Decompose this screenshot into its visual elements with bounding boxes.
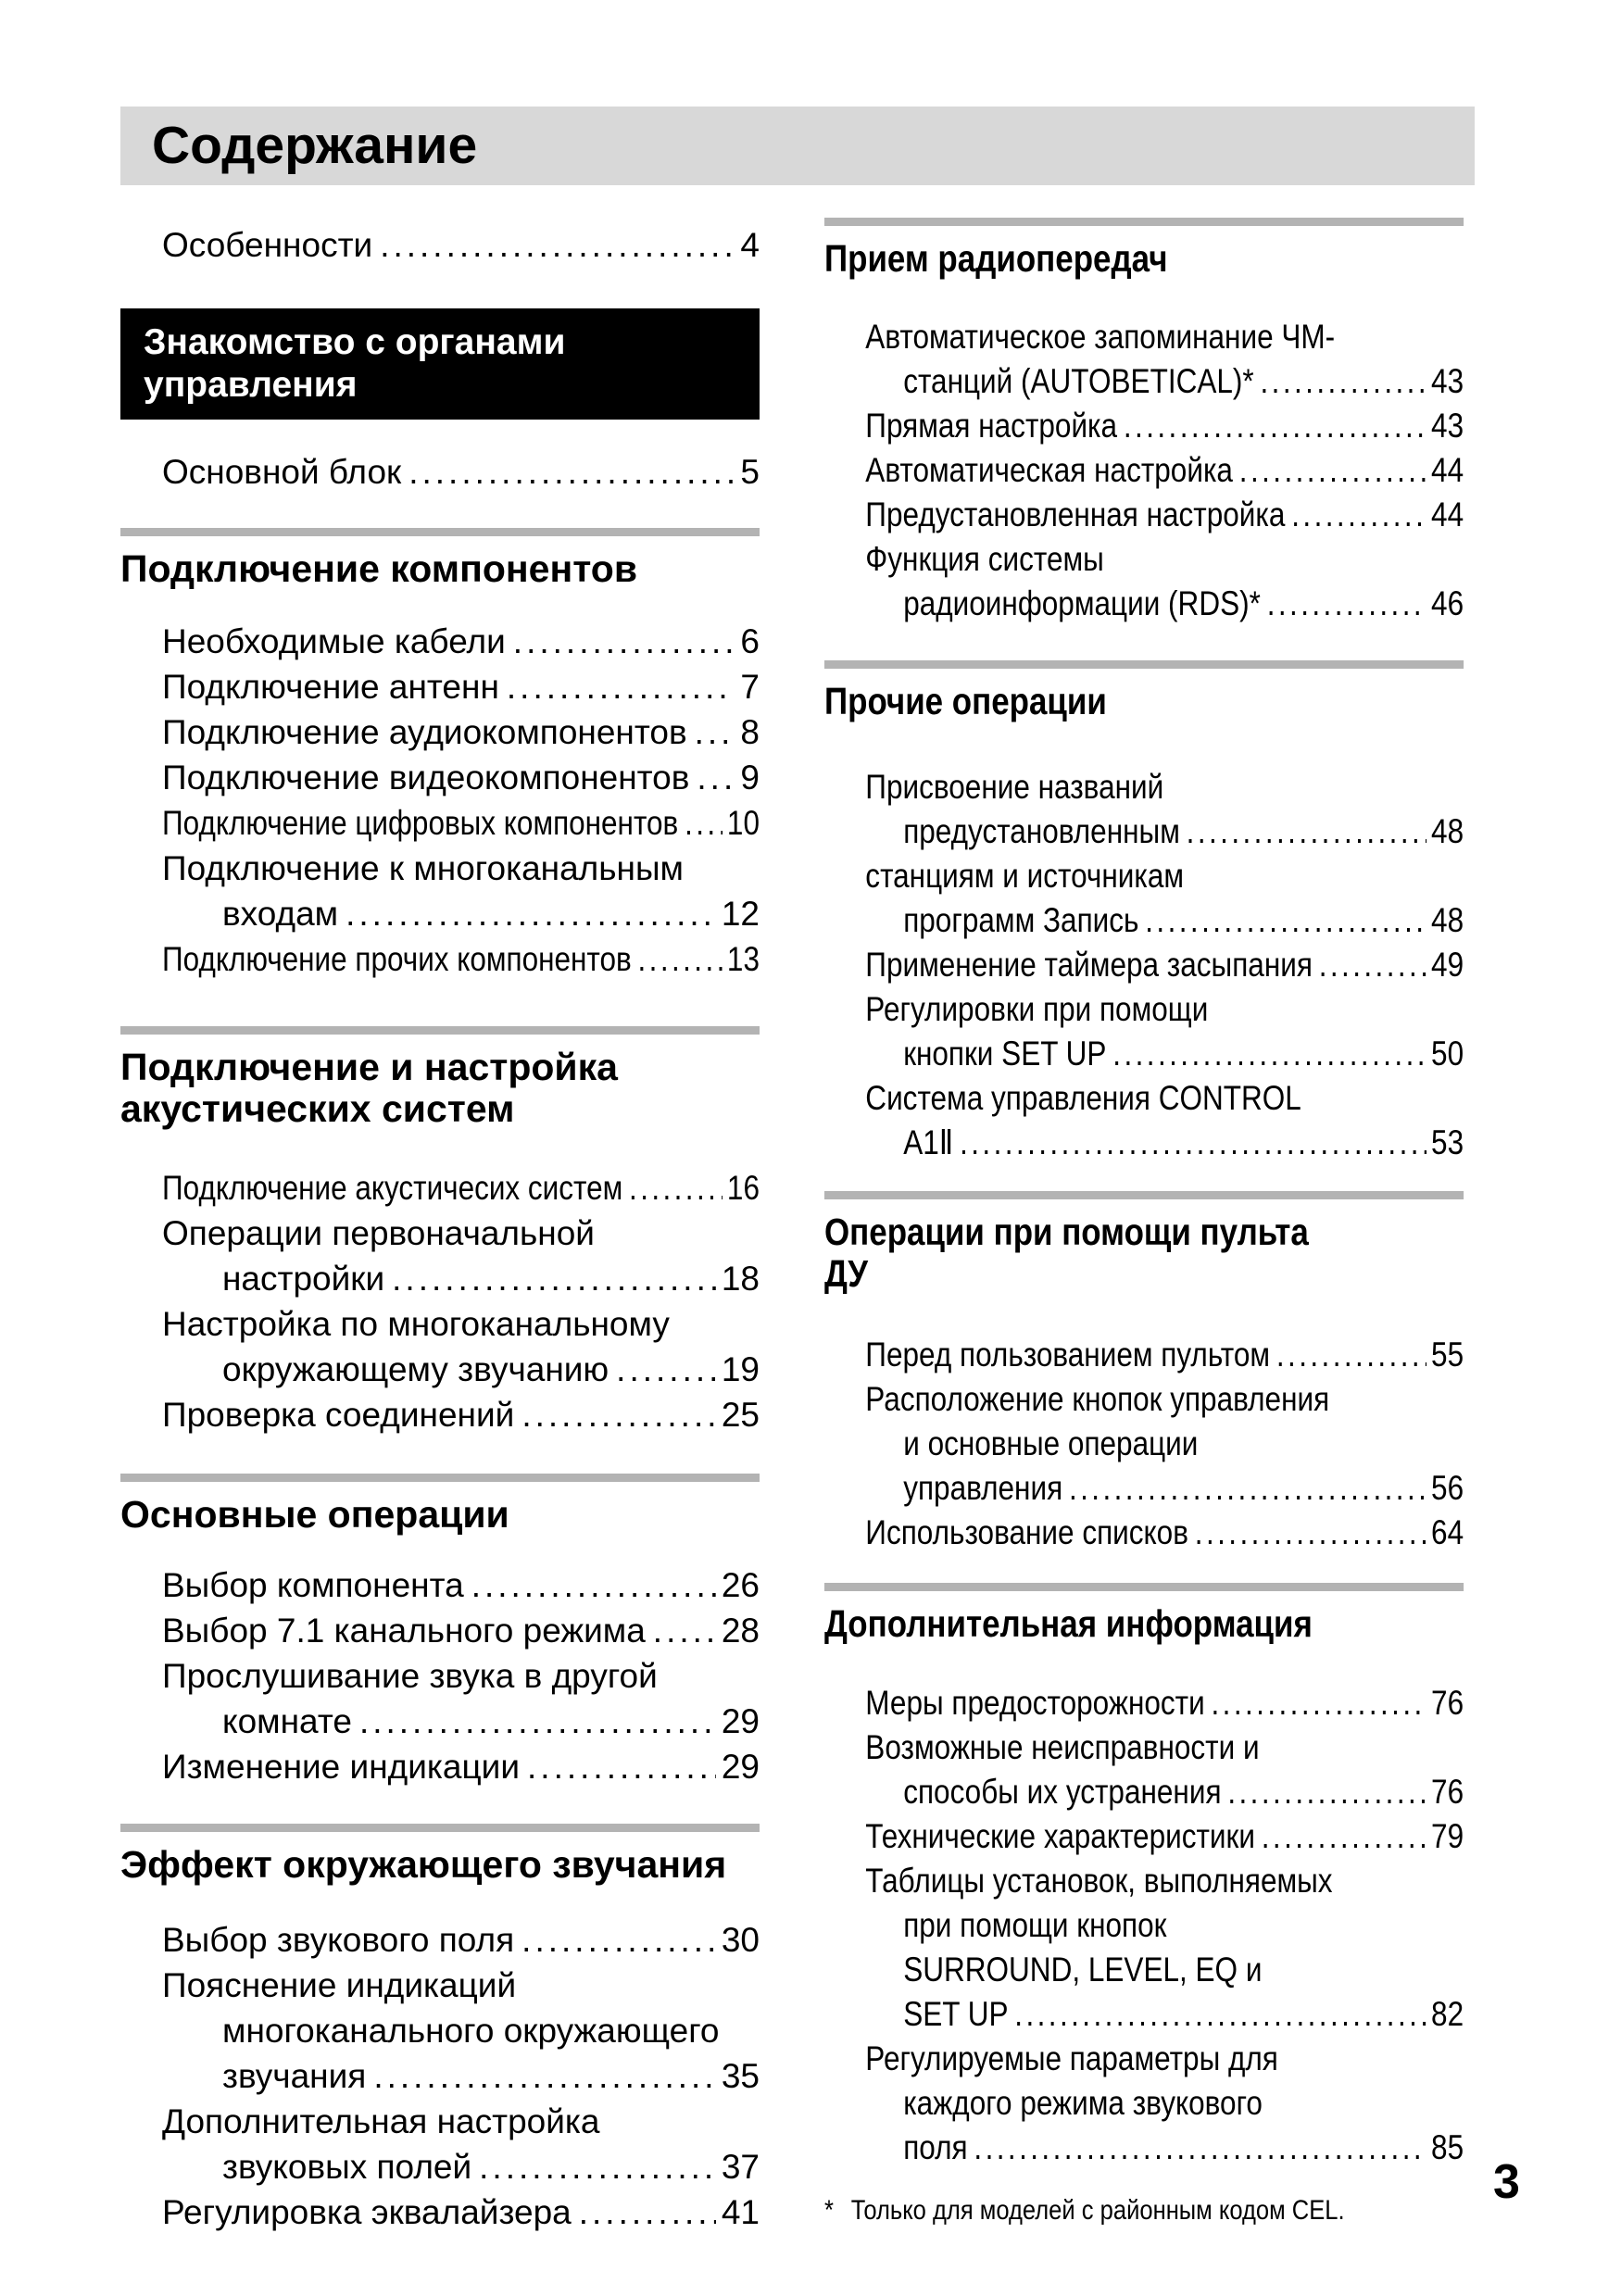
toc-entry-line (120, 222, 760, 268)
leader-dots (359, 1699, 716, 1744)
section-heading-line: Подключение и настройка (120, 1046, 618, 1088)
toc-entry-line (120, 619, 760, 664)
entry-label: программ Запись (903, 901, 1139, 939)
toc-entry (824, 448, 1464, 493)
toc-entry-line (120, 1165, 760, 1211)
section-heading (120, 548, 760, 590)
entry-label: Применение таймера засыпания (865, 946, 1313, 984)
toc-entry-line (120, 1301, 760, 1347)
leader-dots (1195, 1511, 1426, 1555)
page-ref: 10 (726, 804, 760, 842)
page-ref: 19 (721, 1350, 760, 1388)
entry-label: Прослушивание звука в другой (162, 1657, 658, 1695)
leader-dots (629, 1165, 723, 1211)
page-ref: 76 (1431, 1773, 1464, 1811)
page-ref: 29 (721, 1702, 760, 1740)
toc-entry-line (824, 898, 1464, 943)
toc-entry-line (824, 582, 1464, 626)
toc-entry-line (120, 2144, 760, 2189)
toc-section (120, 1824, 760, 1886)
entry-label: Расположение кнопок управления (865, 1380, 1330, 1418)
section-rule (824, 1191, 1464, 1199)
entry-label: Основной блок (162, 453, 402, 491)
leader-dots (346, 891, 716, 936)
entry-label: Присвоение названий (865, 768, 1164, 806)
toc-entry-line (120, 800, 760, 846)
contents-header-bar (120, 107, 1475, 185)
leader-dots (1014, 1992, 1426, 2037)
toc-entry-line (824, 315, 1464, 359)
leader-dots (1260, 359, 1426, 404)
page-ref: 43 (1431, 362, 1464, 400)
leader-dots (1212, 1681, 1426, 1725)
entry-label: Подключение антенн (162, 668, 499, 706)
toc-entry (120, 1165, 760, 1211)
toc-entry-line (120, 846, 760, 891)
entry-label: Подключение акустичесих систем (162, 1169, 623, 1207)
toc-entry (120, 1301, 760, 1392)
toc-entry-line (824, 1377, 1464, 1422)
toc-entry (824, 1377, 1464, 1511)
page-ref: 8 (740, 713, 760, 751)
toc-entry (120, 936, 760, 982)
toc-entry-line (824, 1333, 1464, 1377)
entry-label: каждого режима звукового (903, 2084, 1263, 2122)
toc-chapter-banner (120, 308, 760, 420)
toc-entry-line (120, 2099, 760, 2144)
leader-dots (695, 709, 735, 755)
toc-entry (120, 1744, 760, 1789)
toc-entry-line (824, 854, 1464, 898)
section-heading (824, 238, 1464, 280)
entry-label: A1Ⅱ (903, 1123, 954, 1161)
toc-entry-line (120, 449, 760, 495)
entry-label: Настройка по многоканальному (162, 1305, 670, 1343)
toc-entry-line (824, 2081, 1464, 2126)
page-ref: 6 (740, 622, 760, 660)
page-ref: 28 (721, 1612, 760, 1650)
page-ref: 13 (726, 940, 760, 978)
leader-dots (1319, 943, 1426, 987)
condensed-line (162, 936, 760, 982)
toc-banner-line: Знакомство с органами (144, 322, 566, 362)
page-ref: 35 (721, 2057, 760, 2095)
section-heading (824, 1603, 1464, 1645)
page-ref: 53 (1431, 1123, 1464, 1161)
leader-dots (1267, 582, 1426, 626)
page-ref: 56 (1431, 1469, 1464, 1507)
toc-entry-line (824, 1681, 1464, 1725)
page-number: 3 (1493, 2155, 1520, 2209)
toc-entry (120, 846, 760, 936)
condensed-line (162, 1165, 760, 1211)
section-heading-line: Операции при помощи пульта (824, 1211, 1309, 1253)
toc-section (120, 1474, 760, 1536)
page-ref: 50 (1431, 1035, 1464, 1073)
toc-entry-line (120, 1699, 760, 1744)
leader-dots (479, 2144, 716, 2189)
leader-dots (373, 2053, 716, 2099)
footnote-text: Только для моделей с районным кодом CEL. (850, 2195, 1345, 2226)
entry-label: звуковых полей (222, 2148, 472, 2186)
leader-dots (527, 1744, 716, 1789)
toc-entry (120, 619, 760, 664)
toc-entry-group (120, 619, 760, 982)
toc-entry-group (824, 765, 1464, 1165)
section-heading-line: Эффект окружающего звучания (120, 1843, 727, 1886)
section-heading-line: Прочие операции (824, 680, 1107, 722)
page-ref: 43 (1431, 407, 1464, 445)
page-ref: 46 (1431, 584, 1464, 622)
toc-entry-line (824, 1076, 1464, 1121)
entry-label: Выбор звукового поля (162, 1921, 515, 1959)
page-ref: 44 (1431, 496, 1464, 533)
page-ref: 9 (740, 759, 760, 797)
page-ref: 49 (1431, 946, 1464, 984)
toc-entry-line (824, 943, 1464, 987)
toc-entry (120, 1562, 760, 1608)
toc-entry-line (120, 1917, 760, 1963)
entry-label: Перед пользованием пультом (865, 1336, 1271, 1374)
toc-section (824, 660, 1464, 722)
page-ref: 29 (721, 1748, 760, 1786)
condensed-line (162, 800, 760, 846)
leader-dots (507, 664, 735, 709)
toc-entry-line (824, 448, 1464, 493)
leader-dots (1112, 1032, 1426, 1076)
toc-entry (120, 1653, 760, 1744)
section-rule (120, 1824, 760, 1832)
section-heading-line: Прием радиопередач (824, 237, 1168, 280)
entry-label: Регулировки при помощи (865, 990, 1209, 1028)
entry-label: Выбор 7.1 канального режима (162, 1612, 646, 1650)
page-ref: 82 (1431, 1995, 1464, 2033)
entry-label: Изменение индикации (162, 1748, 521, 1786)
page-ref: 25 (721, 1396, 760, 1434)
entry-label: предустановленным (903, 812, 1180, 850)
entry-label: Дополнительная настройка (162, 2102, 600, 2140)
toc-entry-line (824, 1466, 1464, 1511)
entry-label: Использование списков (865, 1513, 1188, 1551)
toc-entry-line (120, 891, 760, 936)
toc-entry (120, 1211, 760, 1301)
section-rule (824, 660, 1464, 669)
page-ref: 26 (721, 1566, 760, 1604)
toc-entry (824, 1076, 1464, 1165)
toc-entry-line (824, 359, 1464, 404)
toc-entry-line (120, 1744, 760, 1789)
leader-dots (1227, 1770, 1426, 1814)
entry-label: поля (903, 2128, 968, 2166)
condensed-text-wrap (824, 218, 1464, 2227)
toc-entry-line (120, 664, 760, 709)
entry-label: многоканального окружающего (222, 2012, 720, 2050)
entry-label: Особенности (162, 226, 373, 264)
toc-entry-group (120, 222, 760, 268)
toc-entry-line (824, 1948, 1464, 1992)
toc-entry (824, 943, 1464, 987)
entry-label: Необходимые кабели (162, 622, 506, 660)
toc-entry (824, 404, 1464, 448)
toc-entry (120, 755, 760, 800)
toc-entry (824, 765, 1464, 854)
toc-entry (120, 1392, 760, 1437)
toc-entry-line (824, 1511, 1464, 1555)
toc-entry (824, 1511, 1464, 1555)
entry-label: Пояснение индикаций (162, 1966, 517, 2004)
toc-entry (824, 2037, 1464, 2170)
leader-dots (380, 222, 735, 268)
section-heading-line: Подключение компонентов (120, 547, 638, 590)
toc-entry (824, 537, 1464, 626)
toc-entry (120, 1963, 760, 2099)
page-ref: 18 (721, 1260, 760, 1298)
entry-label: окружающему звучанию (222, 1350, 609, 1388)
entry-label: Прямая настройка (865, 407, 1118, 445)
section-rule (824, 1583, 1464, 1591)
page-ref: 4 (740, 226, 760, 264)
leader-dots (1262, 1814, 1426, 1859)
toc-entry (824, 1859, 1464, 2037)
entry-label: кнопки SET UP (903, 1035, 1107, 1073)
leader-dots (521, 1392, 716, 1437)
section-heading-line: Дополнительная информация (824, 1602, 1313, 1645)
toc-entry-group (120, 1917, 760, 2235)
toc-section (824, 218, 1464, 280)
toc-entry-group (120, 449, 760, 495)
entry-label: звучания (222, 2057, 367, 2095)
entry-label: Регулируемые параметры для (865, 2039, 1278, 2077)
page-ref: 12 (721, 895, 760, 933)
toc-entry (824, 1333, 1464, 1377)
section-rule (120, 1474, 760, 1482)
page-ref: 48 (1431, 901, 1464, 939)
page-ref: 48 (1431, 812, 1464, 850)
entry-label: Меры предосторожности (865, 1684, 1205, 1722)
entry-label: SET UP (903, 1995, 1009, 2033)
toc-entry-line (824, 1859, 1464, 1903)
toc-section (824, 1191, 1464, 1295)
leader-dots (408, 449, 735, 495)
toc-entry-group (824, 1333, 1464, 1555)
toc-entry-group (120, 1562, 760, 1789)
toc-entry-line (120, 2008, 760, 2053)
toc-entry-line (824, 1770, 1464, 1814)
page-ref: 7 (740, 668, 760, 706)
toc-entry-line (120, 1211, 760, 1256)
section-rule (120, 528, 760, 536)
leader-dots (471, 1562, 716, 1608)
leader-dots (392, 1256, 716, 1301)
leader-dots (638, 936, 723, 982)
toc-entry-line (824, 1992, 1464, 2037)
toc-entry-line (824, 765, 1464, 809)
toc-entry-line (120, 1392, 760, 1437)
page-ref: 41 (721, 2193, 760, 2231)
page-ref: 64 (1431, 1513, 1464, 1551)
leader-dots (513, 619, 735, 664)
toc-entry (120, 709, 760, 755)
toc-entry-line (120, 709, 760, 755)
toc-entry (120, 222, 760, 268)
page-ref: 16 (726, 1169, 760, 1207)
toc-entry-line (120, 1347, 760, 1392)
toc-entry-line (824, 987, 1464, 1032)
entry-label: станциям и источникам (865, 857, 1185, 895)
entry-label: SURROUND, LEVEL, EQ и (903, 1951, 1263, 1989)
leader-dots (960, 1121, 1426, 1165)
entry-label: Выбор компонента (162, 1566, 464, 1604)
page-ref: 55 (1431, 1336, 1464, 1374)
entry-label: Автоматическая настройка (865, 451, 1233, 489)
page-ref: 37 (721, 2148, 760, 2186)
section-heading (824, 681, 1464, 722)
toc-entry-line (120, 1256, 760, 1301)
leader-dots (1276, 1333, 1426, 1377)
entry-label: Подключение аудиокомпонентов (162, 713, 687, 751)
leader-dots (1291, 493, 1426, 537)
section-heading (824, 1211, 1464, 1295)
footnote (824, 2194, 1464, 2227)
leader-dots (1187, 809, 1426, 854)
toc-entry-group (120, 1165, 760, 1437)
toc-entry (120, 1608, 760, 1653)
entry-label: Подключение видеокомпонентов (162, 759, 690, 797)
leader-dots (579, 2189, 716, 2235)
leader-dots (1069, 1466, 1426, 1511)
entry-label: при помощи кнопок (903, 1906, 1167, 1944)
toc-section (824, 1583, 1464, 1645)
leader-dots (1145, 898, 1426, 943)
toc-entry (824, 854, 1464, 943)
entry-label: Предустановленная настройка (865, 496, 1286, 533)
entry-label: Таблицы установок, выполняемых (865, 1862, 1333, 1900)
entry-label: Подключение прочих компонентов (162, 940, 632, 978)
entry-label: управления (903, 1469, 1063, 1507)
toc-entry-line (120, 1608, 760, 1653)
page-ref: 30 (721, 1921, 760, 1959)
section-heading-line: Основные операции (120, 1493, 509, 1536)
toc-entry-line (120, 755, 760, 800)
toc-banner-line: управления (144, 365, 358, 405)
toc-entry (120, 449, 760, 495)
toc-entry (824, 315, 1464, 404)
toc-entry-line (120, 1562, 760, 1608)
toc-right-column-container (824, 185, 1464, 2227)
entry-label: и основные операции (903, 1424, 1199, 1462)
toc-section (120, 528, 760, 590)
section-rule (120, 1026, 760, 1035)
page-ref: 76 (1431, 1684, 1464, 1722)
leader-dots (685, 800, 723, 846)
leader-dots (1239, 448, 1426, 493)
toc-entry (824, 1725, 1464, 1814)
toc-column-left (120, 222, 760, 2235)
entry-label: Подключение цифровых компонентов (162, 804, 679, 842)
toc-entry (120, 2099, 760, 2189)
leader-dots (653, 1608, 716, 1653)
footnote-marker: * (824, 2195, 834, 2226)
section-heading-line: акустических систем (120, 1087, 515, 1130)
toc-entry-line (824, 2037, 1464, 2081)
toc-entry-line (824, 1032, 1464, 1076)
entry-label: способы их устранения (903, 1773, 1222, 1811)
section-rule (824, 218, 1464, 226)
toc-entry-line (824, 493, 1464, 537)
leader-dots (974, 2126, 1426, 2170)
toc-entry-line (120, 1963, 760, 2008)
toc-entry (120, 2189, 760, 2235)
entry-label: радиоинформации (RDS)* (903, 584, 1261, 622)
toc-entry (824, 987, 1464, 1076)
toc-entry-line (120, 2189, 760, 2235)
toc-column-right (824, 218, 1464, 2170)
entry-label: Регулировка эквалайзера (162, 2193, 572, 2231)
toc-entry-line (824, 2126, 1464, 2170)
toc-entry-line (824, 1814, 1464, 1859)
entry-label: Подключение к многоканальным (162, 849, 684, 887)
toc-entry-line (824, 1725, 1464, 1770)
section-heading (120, 1844, 760, 1886)
toc-entry-line (120, 936, 760, 982)
toc-entry-line (824, 1422, 1464, 1466)
leader-dots (616, 1347, 716, 1392)
entry-label: Операции первоначальной (162, 1214, 595, 1252)
leader-dots (521, 1917, 716, 1963)
section-heading (120, 1494, 760, 1536)
entry-label: комнате (222, 1702, 352, 1740)
page-ref: 44 (1431, 451, 1464, 489)
toc-section (120, 1026, 760, 1130)
page-ref: 85 (1431, 2128, 1464, 2166)
entry-label: Функция системы (865, 540, 1104, 578)
section-heading (120, 1047, 760, 1130)
toc-entry (824, 493, 1464, 537)
toc-entry-line (120, 2053, 760, 2099)
section-heading-line: ДУ (824, 1252, 869, 1295)
toc-entry-line (824, 809, 1464, 854)
toc-entry (120, 1917, 760, 1963)
toc-entry (120, 800, 760, 846)
toc-entry (120, 664, 760, 709)
entry-label: Проверка соединений (162, 1396, 515, 1434)
toc-entry-line (824, 1903, 1464, 1948)
page-title: Содержание (152, 116, 478, 175)
toc-left-column-container (120, 185, 760, 2235)
toc-entry (824, 1814, 1464, 1859)
toc-entry-group (824, 315, 1464, 626)
leader-dots (697, 755, 735, 800)
toc-entry-line (824, 1121, 1464, 1165)
entry-label: Система управления CONTROL (865, 1079, 1301, 1117)
page-ref: 79 (1431, 1817, 1464, 1855)
toc-entry-group (824, 1681, 1464, 2170)
leader-dots (1124, 404, 1426, 448)
toc-entry (824, 1681, 1464, 1725)
toc-entry-line (824, 537, 1464, 582)
entry-label: входам (222, 895, 339, 933)
toc-entry-line (120, 1653, 760, 1699)
entry-label: Возможные неисправности и (865, 1728, 1260, 1766)
entry-label: Автоматическое запоминание ЧМ- (865, 318, 1336, 356)
entry-label: Технические характеристики (865, 1817, 1255, 1855)
entry-label: станций (AUTOBETICAL)* (903, 362, 1254, 400)
entry-label: настройки (222, 1260, 385, 1298)
toc-entry-line (824, 404, 1464, 448)
page-ref: 5 (740, 453, 760, 491)
